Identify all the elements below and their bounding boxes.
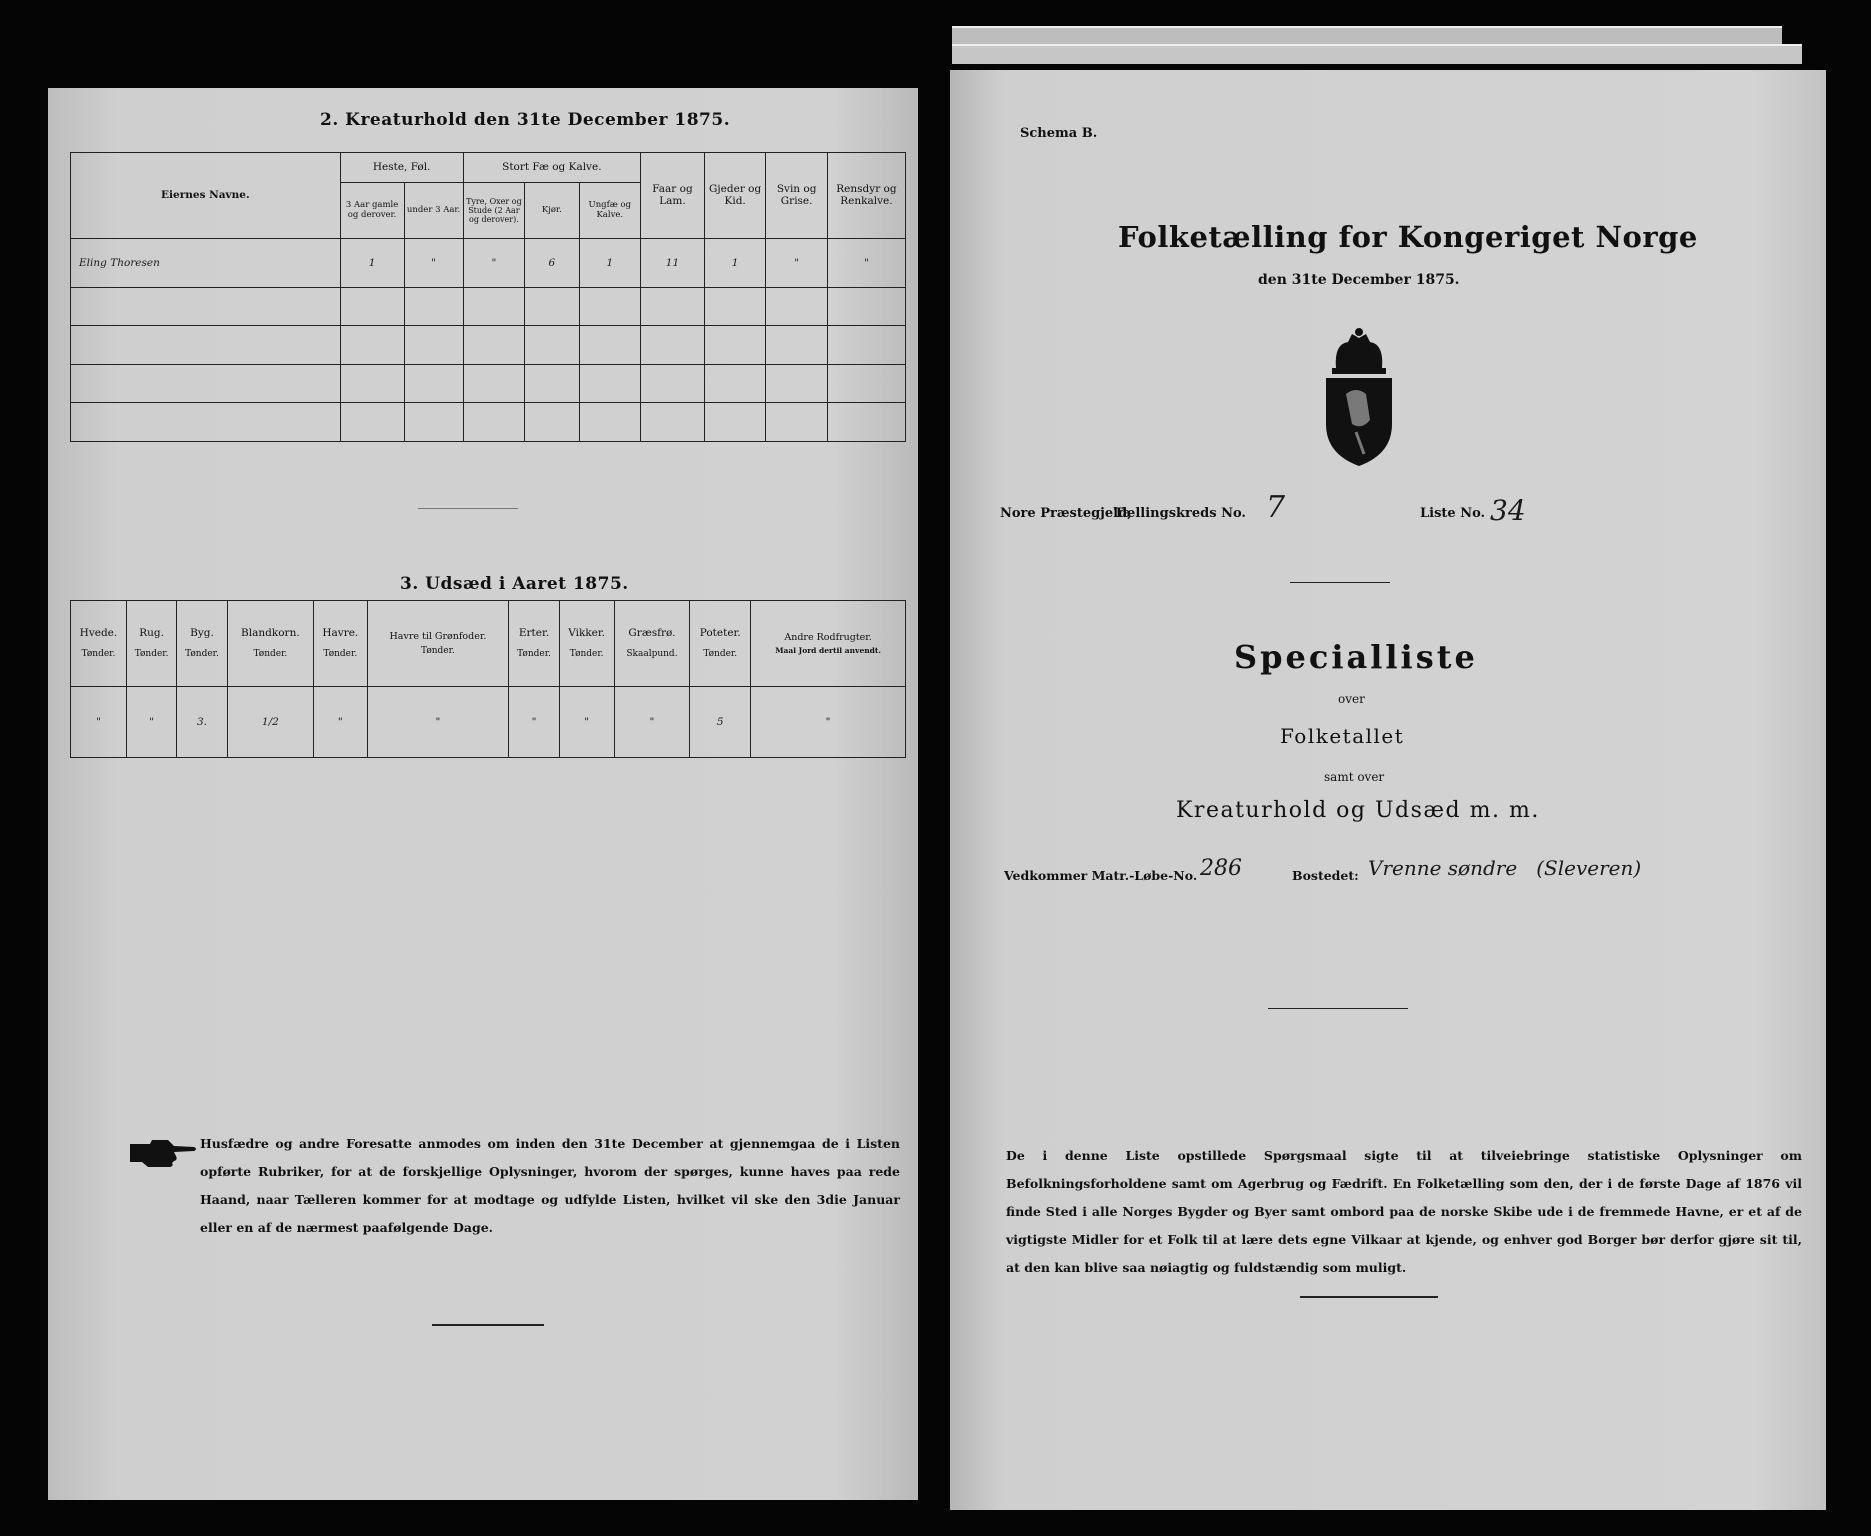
page-edge (952, 44, 1802, 64)
right-page (950, 70, 1826, 1510)
form-title: Folketælling for Kongeriget Norge (1118, 220, 1698, 254)
seed-value-graesfro: " (614, 686, 690, 757)
seed-value-havre: " (314, 686, 367, 757)
seed-header-hvede: Hvede. Tønder. (71, 601, 127, 687)
seed-value-havre-gronfoder: " (367, 686, 509, 757)
notice-text: Husfædre og andre Foresatte anmodes om inden den 31te December at gjennemgaa de i Listen opførte Rubriker, for at de forskjellige Oplysninger, hvorom der spørges, kunne haves paa rede Haand, naar Tælleren kommer for at modtage og udfylde Listen, hvilket vil ske den 3die Januar eller en af de nærmest paafølgende Dage. (200, 1136, 900, 1235)
mid-rule (1268, 1008, 1408, 1009)
cell-goats: 1 (704, 238, 766, 287)
section3-title: 3. Udsæd i Aaret 1875. (400, 574, 629, 594)
form-date: den 31te December 1875. (1258, 272, 1460, 288)
seed-header-byg: Byg. Tønder. (177, 601, 227, 687)
liste-value: 34 (1490, 494, 1526, 527)
seed-value-byg: 3. (177, 686, 227, 757)
kreaturhold-text: Kreaturhold og Udsæd m. m. (1176, 798, 1540, 823)
schema-label: Schema B. (1020, 126, 1098, 141)
cell-sheep: 11 (641, 238, 705, 287)
seed-header-poteter: Poteter. Tønder. (690, 601, 751, 687)
seed-table (70, 600, 906, 758)
matr-value: 286 (1200, 856, 1242, 881)
seed-header-graesfro: Græsfrø. Skaalpund. (614, 601, 690, 687)
information-paragraph: De i denne Liste opstillede Spørgsmaal sigte til at tilveiebringe statistiske Oplysninger om Befolkningsforholdene samt om Agerbrug og Fædrift. En Folketælling som den, der i de første Dage af 1876 vil finde Sted i alle Norges Bygder og Byer samt ombord paa de norske Skibe ude i de fremmede Havne, er et af de vigtigste Midler for et Folk til at lære dets egne Vilkaar at kjende, og enhver god Borger bør derfor gjøre sit til, at den kan blive saa nøiagtig og fuldstændig som muligt. (1006, 1148, 1802, 1275)
empty-row (71, 287, 906, 326)
kreds-label: Tællingskreds No. (1114, 506, 1246, 521)
header-cattle-young: Ungfæ og Kalve. (579, 182, 641, 238)
header-horses-under3: under 3 Aar. (404, 182, 463, 238)
bosted-value: Vrenne søndre (Sleveren) (1368, 856, 1642, 880)
seed-header-rodfrugter: Andre Rodfrugter. Maal Jord dertil anvendt. (751, 601, 906, 687)
seed-header-erter: Erter. Tønder. (509, 601, 559, 687)
header-horses-3plus: 3 Aar gamle og derover. (340, 182, 404, 238)
header-horses: Heste, Føl. (340, 153, 463, 183)
liste-label: Liste No. (1420, 506, 1486, 521)
header-cattle-cows: Kjør. (525, 182, 579, 238)
folketallet-text: Folketallet (1280, 724, 1405, 748)
seed-value-rug: " (126, 686, 176, 757)
header-cattle: Stort Fæ og Kalve. (463, 153, 640, 183)
pointing-hand-icon (128, 1136, 198, 1170)
cell-cattle-bulls: " (463, 238, 525, 287)
empty-row (71, 364, 906, 403)
coat-of-arms-icon (1316, 328, 1402, 468)
cell-cattle-young: 1 (579, 238, 641, 287)
specialliste-title: Specialliste (1234, 638, 1478, 676)
seed-header-blandkorn: Blandkorn. Tønder. (227, 601, 313, 687)
samt-over-text: samt over (1324, 770, 1385, 784)
seed-value-blandkorn: 1/2 (227, 686, 313, 757)
cell-pigs: " (766, 238, 828, 287)
seed-value-rodfrugter: " (751, 686, 906, 757)
cell-horses-3plus: 1 (340, 238, 404, 287)
kreds-value: 7 (1266, 490, 1286, 525)
header-sheep: Faar og Lam. (641, 153, 705, 239)
header-goats: Gjeder og Kid. (704, 153, 766, 239)
seed-value-hvede: " (71, 686, 127, 757)
header-owner: Eiernes Navne. (71, 153, 341, 239)
matr-label: Vedkommer Matr.-Løbe-No. (1004, 868, 1198, 883)
seed-value-poteter: 5 (690, 686, 751, 757)
seed-header-vikker: Vikker. Tønder. (559, 601, 614, 687)
seed-value-erter: " (509, 686, 559, 757)
header-pigs: Svin og Grise. (766, 153, 828, 239)
separator-rule (418, 508, 518, 509)
owner-name: Eling Thoresen (71, 238, 341, 287)
section2-title: 2. Kreaturhold den 31te December 1875. (320, 110, 731, 130)
seed-header-havre-gronfoder: Havre til Grønfoder. Tønder. (367, 601, 509, 687)
seed-header-rug: Rug. Tønder. (126, 601, 176, 687)
prestegjeld-label: Nore Præstegjeld, (1000, 506, 1132, 521)
over-text: over (1338, 692, 1365, 706)
bottom-rule (1300, 1296, 1438, 1298)
empty-row (71, 326, 906, 365)
left-page (48, 88, 918, 1500)
cell-cattle-cows: 6 (525, 238, 579, 287)
seed-header-havre: Havre. Tønder. (314, 601, 367, 687)
livestock-table (70, 152, 906, 442)
empty-row (71, 403, 906, 442)
short-rule (1290, 582, 1390, 583)
bosted-label: Bostedet: (1292, 868, 1359, 883)
cell-reindeer: " (827, 238, 905, 287)
bottom-rule (432, 1324, 544, 1326)
seed-value-vikker: " (559, 686, 614, 757)
header-reindeer: Rensdyr og Renkalve. (827, 153, 905, 239)
header-cattle-bulls: Tyre, Oxer og Stude (2 Aar og derover). (463, 182, 525, 238)
cell-horses-under3: " (404, 238, 463, 287)
